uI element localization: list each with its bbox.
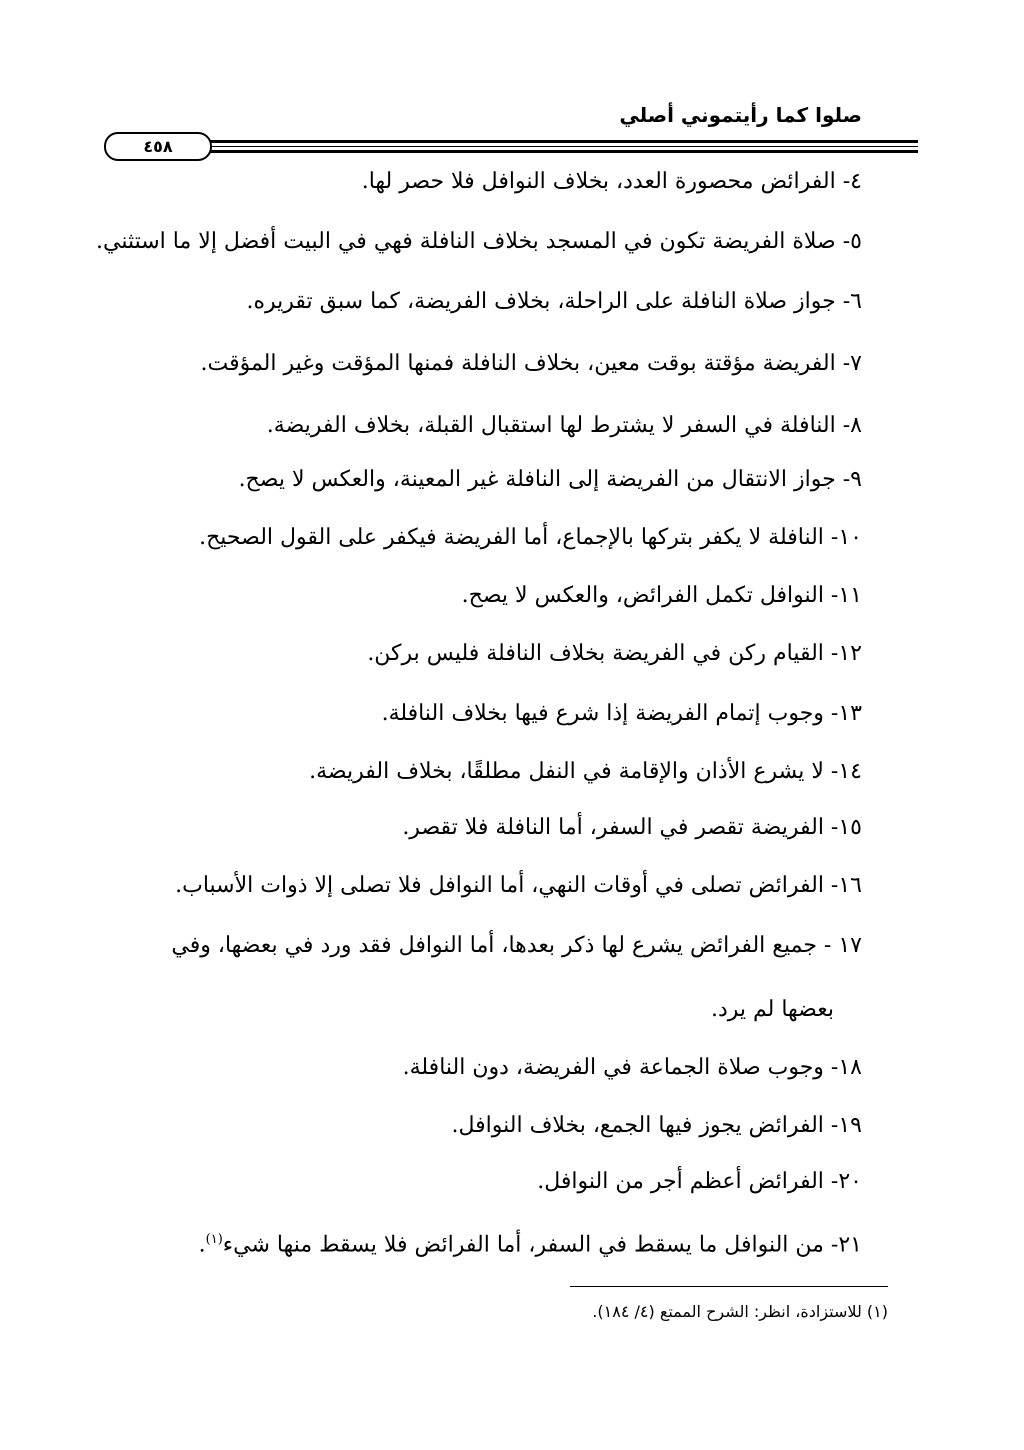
list-item: ١٩- الفرائض يجوز فيها الجمع، بخلاف النوافل.: [451, 1113, 862, 1138]
list-item-text: ٢١- من النوافل ما يسقط في السفر، أما الفرائض فلا يسقط منها شيء: [222, 1232, 862, 1258]
list-item: ٩- جواز الانتقال من الفريضة إلى النافلة غير المعينة، والعكس لا يصح.: [238, 467, 862, 492]
list-item: ٧- الفريضة مؤقتة بوقت معين، بخلاف النافلة فمنها المؤقت وغير المؤقت.: [200, 351, 862, 376]
list-item: ١٨- وجوب صلاة الجماعة في الفريضة، دون النافلة.: [402, 1055, 862, 1080]
page-number: ٤٥٨: [104, 132, 212, 161]
header-rule: [110, 140, 918, 143]
footnote: (١) للاستزادة، انظر: الشرح الممتع (٤/ ١٨٤).: [592, 1302, 888, 1321]
list-item: ١٤- لا يشرع الأذان والإقامة في النفل مطلقًا، بخلاف الفريضة.: [309, 759, 862, 784]
list-item: ٨- النافلة في السفر لا يشترط لها استقبال القبلة، بخلاف الفريضة.: [266, 413, 862, 438]
list-item-continuation: بعضها لم يرد.: [710, 997, 834, 1022]
list-item: ١٢- القيام ركن في الفريضة بخلاف النافلة فليس بركن.: [367, 641, 862, 666]
header-rule: [110, 150, 918, 153]
list-item: ١٥- الفريضة تقصر في السفر، أما النافلة فلا تقصر.: [402, 815, 862, 840]
list-item: ١٣- وجوب إتمام الفريضة إذا شرع فيها بخلاف النافلة.: [381, 701, 862, 726]
sentence-end: .: [198, 1232, 206, 1258]
list-item: ٦- جواز صلاة النافلة على الراحلة، بخلاف الفريضة، كما سبق تقريره.: [246, 289, 862, 314]
header-rule: [110, 146, 918, 147]
list-item: ١٧ - جميع الفرائض يشرع لها ذكر بعدها، أما النوافل فقد ورد في بعضها، وفي: [171, 933, 862, 958]
list-item: [199, 1220, 862, 1260]
list-item: ٥- صلاة الفريضة تكون في المسجد بخلاف النافلة فهي في البيت أفضل إلا ما استثني.: [96, 229, 862, 254]
list-item: ١١- النوافل تكمل الفرائض، والعكس لا يصح.: [461, 583, 862, 608]
list-item: ١٠- النافلة لا يكفر بتركها بالإجماع، أما الفريضة فيكفر على القول الصحيح.: [199, 525, 862, 550]
list-item: ٢٠- الفرائض أعظم أجر من النوافل.: [537, 1169, 862, 1194]
book-title: صلوا كما رأيتموني أصلي: [619, 103, 862, 127]
footnote-reference[interactable]: (١): [205, 1232, 223, 1247]
list-item: ٤- الفرائض محصورة العدد، بخلاف النوافل فلا حصر لها.: [361, 169, 862, 194]
list-item: ١٦- الفرائض تصلى في أوقات النهي، أما النوافل فلا تصلى إلا ذوات الأسباب.: [175, 873, 862, 898]
footnote-divider: [570, 1286, 888, 1287]
